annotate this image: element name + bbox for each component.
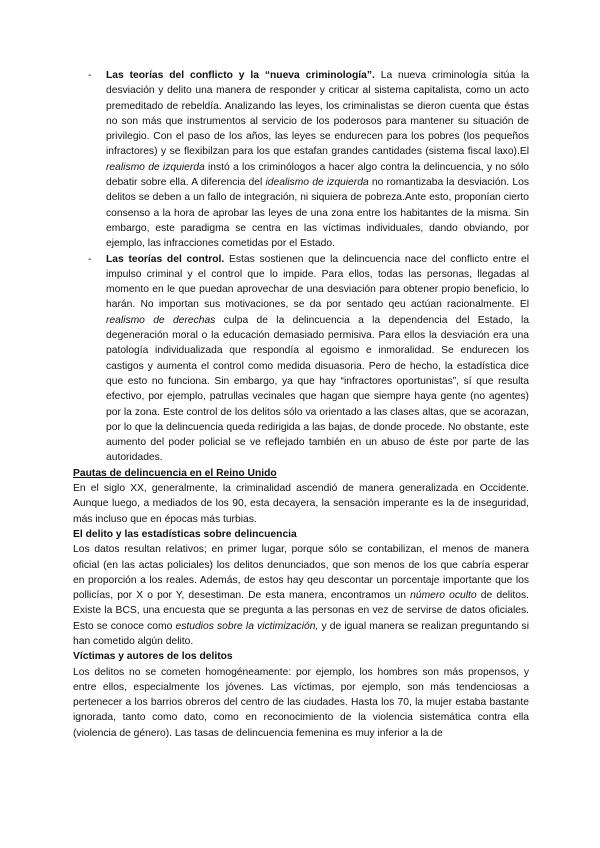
paragraph-text: La nueva criminología sitúa la desviación y delito una manera de responder y criticar al sistema capitalista, como un acto premeditado de rebeldía. Analizando las leyes, los criminalistas se dieron cuenta que éstas no son más que instrumentos al servicio de los poderosos para mantener su situación de privilegio. Con el paso de los años, las leyes se endurecen para los pobres (los pequeños infractores) y se flexibilzan para los que estafan grandes cantidades (sistema fiscal laxo).El [106,70,530,158]
bullet-marker: - [88,70,92,81]
italic-term: realismo de derechas [106,314,216,326]
bullet-marker: - [88,253,92,265]
section-heading-statistics: El delito y las estadísticas sobre delincuencia [73,528,297,540]
italic-term: realismo de izquierda [106,161,205,173]
bullet-paragraph [106,252,529,466]
paragraph-text: Estas sostienen que la delincuencia nace del conflicto entre el impulso criminal y el control que lo impide. Para ellos, todas las personas, llegadas al momento en le que puedan aprovechar de una desviación para obtener propio beneficio, lo harán. No importan sus motivaciones, se da por sentado qeu actúan racionalmente. El [106,253,529,311]
paragraph-text: Los datos resultan relativos; en primer lugar, porque sólo se contabilizan, el menos de manera oficial (en las actas policiales) los delitos denunciados, que son menos de los que cabría esperar en proporción a los reales. Además, de estos hay qeu descontar un porcentaje importante que los pollicías, por X o por Y, desestiman. De esta manera, encontramos un [73,544,529,602]
paragraph-text: culpa de la delincuencia a la dependencia del Estado, la degeneración moral o la educación demasiado permisiva. Para ellos la desviación era una patología individualizada que respondía al egoismo e inmoralidad. Se endurecen los castigos y aumenta el control como medida disuasoria. Pero de hecho, la estadística dice que esto no funciona. Sin embargo, ya que hay “infractores oportunistas”, sí que resulta efectivo, por ejemplo, patrullas vecinales que hagan que siempre haya gente (no agentes) por la zona. Este control de los delitos sólo va orientado a las clases altas, que se acorazan, por lo que la delincuencia queda redirigida a las bajas, de donde procede. No obstante, este aumento del poder policial se ve reflejado también en un abuso de éste por parte de las autoridades. [106,314,530,464]
section-paragraph-uk-patterns: En el siglo XX, generalmente, la criminalidad ascendió de manera generalizada en Occidente. Aunque luego, a mediados de los 90, esta decayera, la sensación imperante es la de inseguridad, más incluso que en épocas más turbias. [73,483,529,525]
italic-term: idealismo de izquierda [265,177,369,189]
section-heading-victims: Víctimas y autores de los delitos [73,651,233,663]
bullet-conflict-theories [73,68,529,252]
bullet-control-theories [73,252,529,466]
paragraph-text: no romantizaba la desviación. Los delitos se deben a un fallo de integración, ni siquiera de pobreza.Ante esto, proponían cierto consenso a la hora de aprobar las leyes de una zona entre los habitantes de la misma. Sin embargo, este paradigma se centra en las víctimas individuales, dando obviando, por ejemplo, las infracciones cometidas por el Estado. [106,177,529,250]
paragraph-text: de delitos. Existe la BCS, una encuesta que se pregunta a las personas en vez de servirse de datos oficiales. Esto se conoce como [73,590,529,632]
section-paragraph-statistics [73,542,529,649]
document-body [73,68,529,741]
bullet-title: Las teorías del conflicto y la “nueva criminología”. [106,70,375,81]
paragraph-text: y de igual manera se realizan preguntando si han cometido algún delito. [73,620,529,647]
section-paragraph-victims: Los delitos no se cometen homogéneamente: por ejemplo, los hombres son más propensos, y entre ellos, especialmente los jóvenes. Las víctimas, por ejemplo, son más tendenciosas a pertenecer a los barrios obreros del centro de las ciudades. Hasta los 70, la mujer estaba bastante ignorada, tanto como dato, como en reconocimiento de la violencia sistemática contra ella (violencia de género). Las tasas de delincuencia femenina es muy inferior a la de [73,666,529,739]
bullet-title: Las teorías del control. [106,253,225,265]
italic-term: número oculto [410,590,477,602]
section-heading-uk-patterns: Pautas de delincuencia en el Reino Unido [73,467,277,479]
bullet-paragraph [106,68,529,252]
italic-term: estudios sobre la victimización, [175,620,319,632]
paragraph-text: instó a los criminólogos a hacer algo contra la delincuencia, y no sólo debatir sobre ella. A diferencia del [106,161,530,189]
